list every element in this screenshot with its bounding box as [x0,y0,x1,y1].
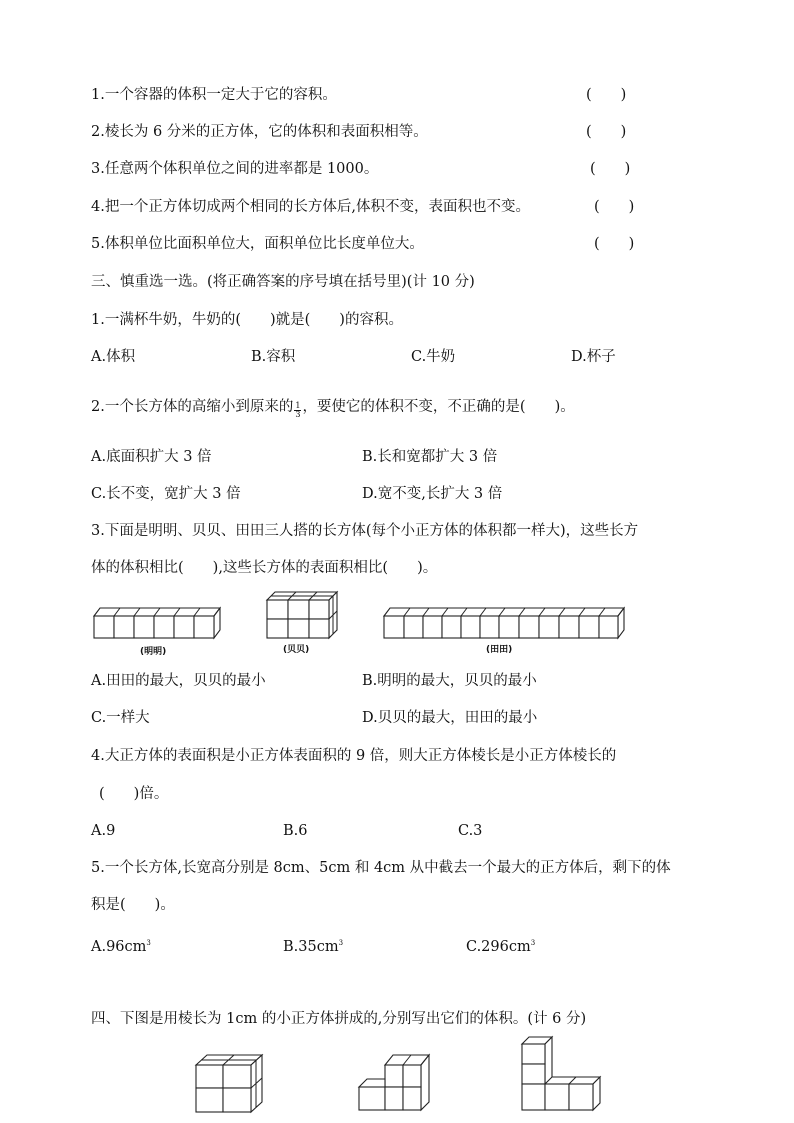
figure-label-tiantian: (田田) [486,645,513,655]
q4-line-2: ( )倍。 [99,786,169,802]
q5-option-c [466,933,535,957]
q1-option-b: B.容积 [251,349,296,365]
q2-option-a: A.底面积扩大 3 倍 [91,449,212,465]
q4-line-1: 4.大正方体的表面积是小正方体表面积的 9 倍，则大正方体棱长是小正方体棱长的 [91,748,617,764]
q5-option-c-sup: 3 [530,939,536,947]
figure-label-mingming: (明明) [140,647,167,657]
q5-option-a [91,933,151,957]
section4-heading: 四、下图是用棱长为 1cm 的小正方体拼成的,分别写出它们的体积。(计 6 分) [91,1011,587,1027]
q3-option-b: B.明明的最大，贝贝的最小 [362,673,537,689]
cube-figure-3 [518,1033,608,1118]
cube-figure-2 [355,1050,455,1120]
cube-figure-1 [192,1050,272,1120]
q3-line-2: 体的体积相比( ),这些长方体的表面积相比( )。 [91,560,438,576]
cuboid-figure-tiantian [380,600,630,660]
q5-option-a-base: A.96cm [91,938,147,955]
q5-option-a-sup: 3 [146,939,151,947]
q3-option-a: A.田田的最大，贝贝的最小 [91,673,266,689]
q5-line-2: 积是( )。 [91,897,175,913]
q3-option-d: D.贝贝的最大，田田的最小 [362,710,538,726]
q4-option-a: A.9 [91,823,116,839]
section3-heading: 三、慎重选一选。(将正确答案的序号填在括号里)(计 10 分) [91,274,475,290]
q4-option-b: B.6 [283,823,308,839]
judge-item-3: 3.任意两个体积单位之间的进率都是 1000。 [91,161,379,177]
q5-line-1: 5.一个长方体,长宽高分别是 8cm、5cm 和 4cm 从中截去一个最大的正方体后，剩下的体 [91,860,671,876]
q1-text: 1.一满杯牛奶，牛奶的( )就是( )的容积。 [91,312,403,328]
q2-text-before: 2.一个长方体的高缩小到原来的 [91,399,294,415]
q2-text [91,397,575,419]
q2-text-after: ，要使它的体积不变，不正确的是( )。 [302,399,575,415]
judge-item-4: 4.把一个正方体切成两个相同的长方体后,体积不变，表面积也不变。 [91,199,530,215]
answer-paren-4[interactable]: ( ) [594,199,635,215]
q5-option-b [283,933,343,957]
q2-option-c: C.长不变，宽扩大 3 倍 [91,486,241,502]
cuboid-figure-beibei [263,588,343,654]
q5-option-b-base: B.35cm [283,938,339,955]
fraction-denominator: 3 [295,410,301,419]
figure-label-beibei: (贝贝) [283,645,310,655]
judge-item-2: 2.棱长为 6 分米的正方体，它的体积和表面积相等。 [91,124,428,140]
q5-option-b-sup: 3 [338,939,344,947]
fraction-numerator: 1 [295,401,301,410]
judge-item-5: 5.体积单位比面积单位大，面积单位比长度单位大。 [91,236,424,252]
q1-option-a: A.体积 [91,349,136,365]
q2-option-b: B.长和宽都扩大 3 倍 [362,449,498,465]
answer-paren-1[interactable]: ( ) [586,87,627,103]
answer-paren-5[interactable]: ( ) [594,236,635,252]
q3-line-1: 3.下面是明明、贝贝、田田三人搭的长方体(每个小正方体的体积都一样大)，这些长方 [91,523,639,539]
q2-option-d: D.宽不变,长扩大 3 倍 [362,486,503,502]
q1-option-c: C.牛奶 [411,349,456,365]
judge-item-1: 1.一个容器的体积一定大于它的容积。 [91,87,337,103]
q5-option-c-base: C.296cm [466,938,531,955]
answer-paren-3[interactable]: ( ) [590,161,631,177]
answer-paren-2[interactable]: ( ) [586,124,627,140]
q3-option-c: C.一样大 [91,710,150,726]
cuboid-figure-mingming [90,600,230,660]
fraction-one-third [294,402,301,419]
q4-option-c: C.3 [458,823,483,839]
q1-option-d: D.杯子 [571,349,616,365]
